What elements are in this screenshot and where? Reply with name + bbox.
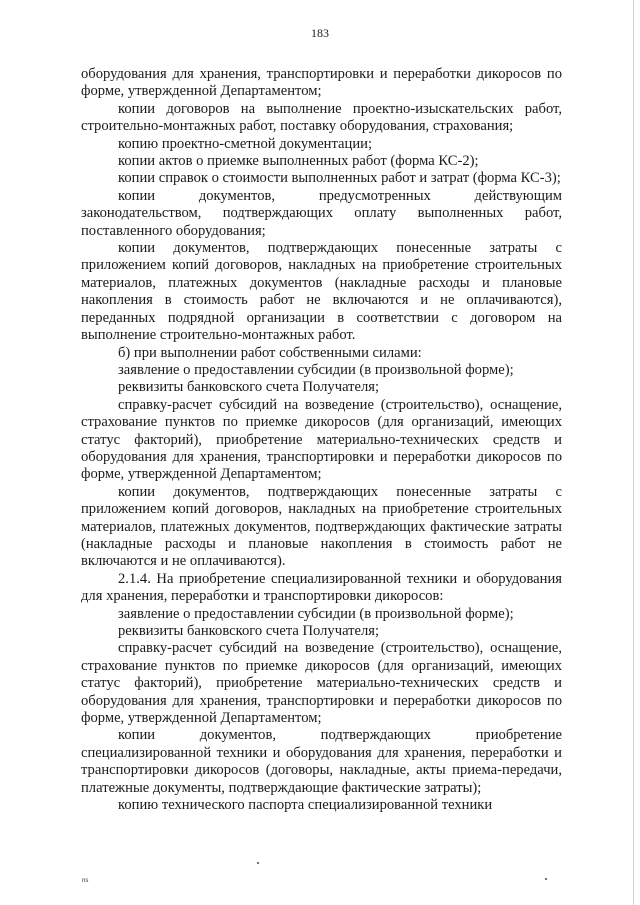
paragraph: 2.1.4. На приобретение специализированной техники и оборудования для хранения, переработки и транспортировки дикоросов: [81, 570, 562, 605]
paragraph: копии документов, подтверждающих понесенные затраты с приложением копий договоров, накладных на приобретение строительных материалов, платежных документов, подтверждающих фактические затраты (накладные расходы и плановые накопления в стоимость работ не включаются и не оплачиваются). [81, 483, 562, 570]
document-body [81, 66, 562, 814]
scan-speck [257, 862, 259, 864]
paragraph: копии актов о приемке выполненных работ (форма КС-2); [118, 153, 479, 170]
paragraph: оборудования для хранения, транспортировки и переработки дикоросов по форме, утвержденной Департаментом; [81, 66, 562, 100]
paragraph: копии документов, подтверждающих приобретение специализированной техники и оборудования для хранения, переработки и транспортировки дикоросов (договоры, накладные, акты приема-передачи, платежные документы, подтверждающие фактические затраты); [81, 727, 562, 796]
paragraph: реквизиты банковского счета Получателя; [118, 623, 380, 639]
page-number: 183 [311, 26, 329, 40]
paragraph: заявление о предоставлении субсидии (в произвольной форме); [118, 605, 514, 622]
margin-mark: ns [82, 878, 89, 884]
paragraph: копии договоров на выполнение проектно-изыскательских работ, строительно-монтажных работ, поставку оборудования, страхования; [81, 100, 562, 135]
paragraph: копии документов, подтверждающих понесенные затраты с приложением копий договоров, накладных на приобретение строительных материалов, платежных документов (накладные расходы и плановые накопления в стоимость работ не включаются и не оплачиваются), переданных подрядной организации в соответствии с договором на выполнение строительно-монтажных работ. [81, 240, 562, 344]
paragraph: б) при выполнении работ собственными силами: [118, 344, 422, 361]
paragraph: справку-расчет субсидий на возведение (строительство), оснащение, страхование пунктов по приемке дикоросов (для организаций, имеющих статус факторий), приобретение материально-технических средств и оборудования для хранения, транспортировки и переработки дикоросов по форме, утвержденной Департаментом; [81, 640, 562, 727]
paragraph: заявление о предоставлении субсидии (в произвольной форме); [118, 361, 514, 378]
paragraph: справку-расчет субсидий на возведение (строительство), оснащение, страхование пунктов по приемке дикоросов (для организаций, имеющих статус факторий), приобретение материально-технических средств и оборудования для хранения, транспортировки и переработки дикоросов по форме, утвержденной Департаментом; [81, 396, 562, 483]
paragraph: реквизиты банковского счета Получателя; [118, 379, 380, 396]
paragraph: копии документов, предусмотренных действующим законодательством, подтверждающих оплату выполненных работ, поставленного оборудования; [81, 187, 562, 239]
paragraph: копию технического паспорта специализированной техники [118, 797, 493, 814]
paragraph: копию проектно-сметной документации; [118, 135, 373, 152]
scan-speck [545, 878, 547, 880]
scan-edge-line [633, 0, 634, 905]
paragraph: копии справок о стоимости выполненных работ и затрат (форма КС-3); [118, 170, 561, 187]
